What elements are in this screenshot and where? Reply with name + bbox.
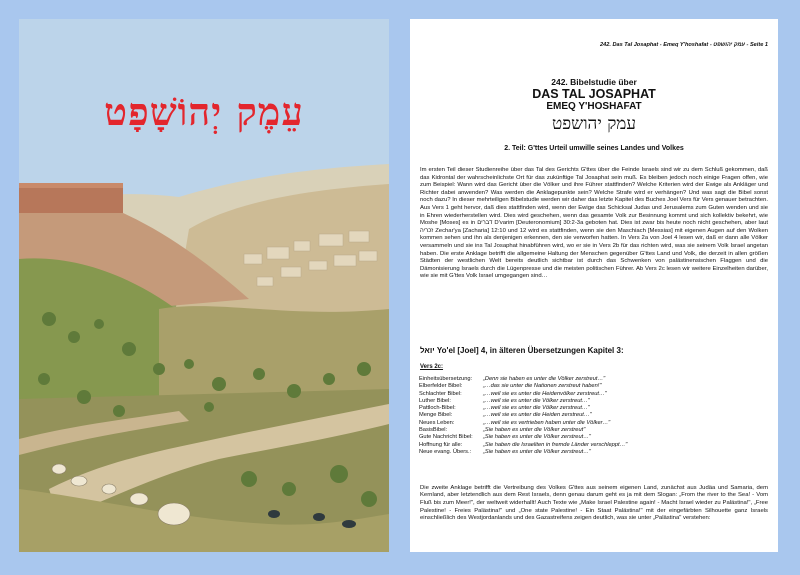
title-line-hebrew: עמק יהושפט bbox=[552, 114, 636, 134]
part-subtitle: 2. Teil: G'ttes Urteil umwille seines Landes und Volkes bbox=[504, 145, 684, 152]
running-head: 242. Das Tal Josaphat - Emeq Y'hoshafat - עמק יהושפט - Seite 1 bbox=[600, 42, 768, 48]
translations-table bbox=[419, 376, 627, 456]
table-row bbox=[419, 442, 627, 449]
table-row bbox=[419, 383, 627, 390]
table-row bbox=[419, 434, 627, 441]
translation-name: Schlachter Bibel: bbox=[419, 390, 462, 397]
translation-quote: „…weil sie es unter die Völker zerstreut…" bbox=[483, 397, 590, 404]
table-row bbox=[419, 405, 627, 412]
title-line-transliteration: EMEQ Y'HOSHAFAT bbox=[546, 101, 642, 112]
translation-quote: „Denn sie haben es unter die Völker zerstreut…" bbox=[483, 376, 606, 382]
translation-name: Elberfelder Bibel: bbox=[419, 383, 463, 390]
table-row bbox=[419, 412, 627, 419]
table-row bbox=[419, 420, 627, 427]
translation-name: Menge Bibel: bbox=[419, 412, 453, 419]
translation-name: Einheitsübersetzung: bbox=[419, 376, 473, 382]
translation-quote: „…weil sie es vertrieben haben unter die Völker…" bbox=[483, 419, 611, 426]
intro-paragraph bbox=[420, 167, 768, 281]
intro-paragraph-text: Im ersten Teil dieser Studienreihe über das Tal des Gerichts G'ttes über die Feinde Israels sind wir zu dem Schluß gekommen, daß das Kidrontal der wahrscheinlichste Ort für das zukünftige Tal Josaphat sein muß. Es bleiben jedoch noch einige Fragen offen, wie zum Beispiel: Wann wird das Gericht über die Völker und ihre Führer stattfinden? Welche Kriterien wird der Ewige als Ankläger und Richter dabei anwenden? Was werden die Anklagepunkte sein? Welche Strafe wird er verhängen? Und was sagt die Bibel sonst noch dazu? In dieser mehrteiligen Bibelstudie werden wir daher das letzte Kapitel des Buches Joel Vers für Vers genauer betrachten. Aus Vers 1 geht hervor, daß dies stattfinden wird, wenn der Ewige das Schicksal Judas und Jerusalems zum Guten wenden und sie in Ehren wiederherstellen wird. Dies wird geschehen, wenn das gesamte Volk zur Besinnung kommt und sich kollektiv bekehrt, wie Moshe [Moses] es in דברים D'varim [Deuteronomium] 30:2-3a geboten hat. Dies ist zwar bis heute noch nicht geschehen, aber laut זכריה Zechar'ya [Zacharia] 12:10 und 12 wird es stattfinden, wenn sie den Maschiach [Messias] mit eigenen Augen auf den Wolken kommen sehen und ihn als denjenigen erkennen, den sie verworfen hatten. In Vers 2a von Joel 4 lesen wir, daß er dann alle Völker versammeln und sie ins Tal Josaphat hinabführen wird, wo er sie in Vers 2b für das richten wird, was sie seinem Volk Israel angetan haben. Die erste Anklage betrifft die allgemeine Haltung der Menschen gegenüber G'ttes Land und Volk, die derzeit in allen größen Städten der westlichen Welt bereits deutlich sichtbar ist durch das Schwenken von palästinensischen Flaggen und die Dämonisierung Israels durch die Lügenpresse und die meisten politischen Führer. Ab Vers 2c lesen wir weitere Einzelheiten darüber, wie sie mit G'ttes Volk Israel umgegangen sind… bbox=[420, 167, 769, 280]
cover-image bbox=[19, 19, 389, 552]
table-row bbox=[419, 398, 627, 405]
translation-name: Luther Bibel: bbox=[419, 397, 451, 404]
translation-quote: „…weil sie es unter die Völker zerstreut…" bbox=[483, 405, 590, 412]
table-row bbox=[419, 376, 627, 383]
verse-heading: יואל Yo'el [Joel] 4, in älteren Übersetzungen Kapitel 3: bbox=[420, 346, 624, 355]
verse-label: Vers 2c: bbox=[420, 364, 444, 370]
translation-quote: „Sie haben es unter die Völker zerstreut" bbox=[483, 427, 586, 434]
translation-name: BasisBibel: bbox=[419, 427, 448, 434]
translation-name: Neues Leben: bbox=[419, 419, 455, 426]
translation-quote: „…weil sie es unter die Heiden zerstreut…" bbox=[483, 412, 592, 419]
translation-quote: „Sie haben es unter die Völker zerstreut…" bbox=[483, 448, 591, 455]
document-page bbox=[410, 19, 778, 552]
translation-quote: „…weil sie es unter die Heidenvölker zerstreut…" bbox=[483, 390, 607, 397]
title-line-main: DAS TAL JOSAPHAT bbox=[532, 87, 656, 101]
translation-quote: „Sie haben die Israeliten in fremde Länder verschleppt…" bbox=[483, 441, 628, 448]
translation-quote: „Sie haben es unter die Völker zerstreut…" bbox=[483, 434, 591, 441]
translation-name: Neue evang. Übers.: bbox=[419, 448, 472, 455]
title-line-study-number: 242. Bibelstudie über bbox=[551, 77, 637, 87]
closing-paragraph bbox=[420, 479, 768, 529]
translation-name: Gute Nachricht Bibel: bbox=[419, 434, 473, 441]
table-row bbox=[419, 391, 627, 398]
table-row bbox=[419, 427, 627, 434]
cover-title-hebrew: עֵמֶק יְהוֹשָׁפָט bbox=[104, 89, 304, 134]
translation-name: Hoffnung für alle: bbox=[419, 441, 463, 448]
closing-paragraph-text: Die zweite Anklage betrifft die Vertreibung des Volkes G'ttes aus seinem eigenen Land, zunächst aus Judäa und Samaria, dem Kernland, aber letztendlich aus dem Rest Israels, denn genau darum geht es ja mit dem Slogan: „From the river to the Sea! - Vom Fluß bis zum Meer!", der weltweit widerhallt! Auch Texte wie „Make Israel Palestine again! - Macht Israel wieder zu Palästina!", „Free Palestine! - Freies Palästina!" und „One state Palestine! - Ein Staat Palästina!" mit der eingefärbten Silhouette ganz Israels einschließlich des Westjordanlands und des Gazastreifens zeigen deutlich, was sie unter „Palästina" verstehen: bbox=[420, 484, 768, 522]
table-row bbox=[419, 449, 627, 456]
translation-quote: „…das sie unter die Nationen zerstreut haben!" bbox=[483, 383, 602, 390]
translation-name: Pattloch-Bibel: bbox=[419, 405, 456, 412]
title-block bbox=[410, 77, 778, 134]
